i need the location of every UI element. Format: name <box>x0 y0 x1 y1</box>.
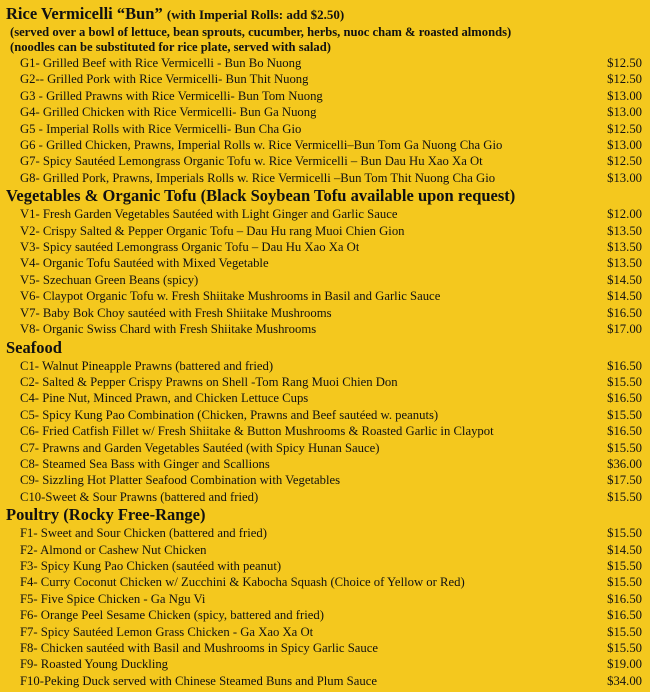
menu-item-name: V3- Spicy sautéed Lemongrass Organic Tofu – Dau Hu Xao Xa Ot <box>20 240 360 255</box>
menu-item <box>6 206 650 222</box>
menu-item <box>6 358 650 374</box>
menu-item-price: $13.00 <box>607 105 642 120</box>
section-title <box>6 505 650 525</box>
menu-item-price: $16.50 <box>607 424 642 439</box>
menu-item <box>6 472 650 488</box>
menu-item-price: $15.50 <box>607 641 642 655</box>
menu-item <box>6 489 650 505</box>
menu-item <box>6 170 650 186</box>
menu-item-name: V1- Fresh Garden Vegetables Sautéed with Light Ginger and Garlic Sauce <box>20 207 398 222</box>
menu-item <box>6 390 650 406</box>
menu-item-price: $14.50 <box>607 289 642 304</box>
menu-item-name: F1- Sweet and Sour Chicken (battered and fried) <box>20 526 267 541</box>
menu-item-name: G8- Grilled Pork, Prawns, Imperials Rolls w. Rice Vermicelli –Bun Tom Thit Nuong Cha Gio <box>20 170 496 185</box>
menu-item <box>6 574 650 590</box>
menu-item-price: $12.50 <box>607 154 642 169</box>
section-title <box>6 4 650 25</box>
menu-item <box>6 88 650 104</box>
menu-item-price: $17.00 <box>607 322 642 337</box>
menu-item-name: V5- Szechuan Green Beans (spicy) <box>20 272 199 287</box>
menu-item-price: $14.50 <box>607 272 642 287</box>
menu-item-name: F7- Spicy Sautéed Lemon Grass Chicken - Ga Xao Xa Ot <box>20 624 314 639</box>
section-subtitle: (noodles can be substituted for rice plate, served with salad) <box>10 40 331 54</box>
menu-item-name: G4- Grilled Chicken with Rice Vermicelli- Bun Ga Nuong <box>20 105 317 120</box>
menu-item-name: G5 - Imperial Rolls with Rice Vermicelli- Bun Cha Gio <box>20 121 302 136</box>
menu-item-name: F2- Almond or Cashew Nut Chicken <box>20 542 207 557</box>
menu-item-name: C5- Spicy Kung Pao Combination (Chicken, Prawns and Beef sautéed w. peanuts) <box>20 407 439 422</box>
section-title-text: Seafood <box>6 337 62 357</box>
menu-item-price: $13.50 <box>607 256 642 271</box>
menu-item <box>6 640 650 656</box>
menu-item <box>6 558 650 574</box>
menu-item-price: $16.50 <box>607 608 642 623</box>
menu-item-price: $15.50 <box>607 440 642 455</box>
menu-item <box>6 321 650 337</box>
menu-item-price: $14.50 <box>607 542 642 557</box>
menu-item-name: G6 - Grilled Chicken, Prawns, Imperial Rolls w. Rice Vermicelli–Bun Tom Ga Nuong Cha Gio <box>20 138 503 153</box>
menu-item-price: $19.00 <box>607 657 642 672</box>
menu-item-price: $13.50 <box>607 223 642 238</box>
menu-item-name: G2-- Grilled Pork with Rice Vermicelli- Bun Thit Nuong <box>20 72 309 87</box>
menu-item-name: C6- Fried Catfish Fillet w/ Fresh Shiitake & Button Mushrooms & Roasted Garlic in Claypot <box>20 424 494 439</box>
menu-item <box>6 223 650 239</box>
menu-item <box>6 440 650 456</box>
menu-item-price: $13.50 <box>607 240 642 255</box>
menu-item <box>6 288 650 304</box>
menu-item <box>6 656 650 672</box>
section-title-text: Vegetables & Organic Tofu (Black Soybean Tofu available upon request) <box>6 186 516 206</box>
menu-item-name: C4- Pine Nut, Minced Prawn, and Chicken Lettuce Cups <box>20 391 309 406</box>
menu-item-name: G3 - Grilled Prawns with Rice Vermicelli- Bun Tom Nuong <box>20 88 323 103</box>
menu-item-price: $16.50 <box>607 305 642 320</box>
menu-item-price: $15.50 <box>607 575 642 590</box>
menu-item <box>6 591 650 607</box>
menu-item <box>6 374 650 390</box>
menu-item-price: $12.00 <box>607 207 642 222</box>
menu-item-name: F3- Spicy Kung Pao Chicken (sautéed with peanut) <box>20 558 282 573</box>
section-title-text: Poultry (Rocky Free-Range) <box>6 505 206 525</box>
menu-item <box>6 255 650 271</box>
menu-item-name: F5- Five Spice Chicken - Ga Ngu Vi <box>20 591 206 606</box>
menu-item-name: V7- Baby Bok Choy sautéed with Fresh Shiitake Mushrooms <box>20 305 332 320</box>
menu-item-name: F9- Roasted Young Duckling <box>20 657 169 672</box>
menu-item-name: G1- Grilled Beef with Rice Vermicelli - Bun Bo Nuong <box>20 56 302 70</box>
menu-item-price: $15.50 <box>607 374 642 389</box>
menu-item-price: $15.50 <box>607 558 642 573</box>
menu-item-name: F8- Chicken sautéed with Basil and Mushrooms in Spicy Garlic Sauce <box>20 641 379 655</box>
menu-item <box>6 153 650 169</box>
menu-item-name: V6- Claypot Organic Tofu w. Fresh Shiitake Mushrooms in Basil and Garlic Sauce <box>20 289 441 304</box>
menu-item-name: C2- Salted & Pepper Crispy Prawns on Shell -Tom Rang Muoi Chien Don <box>20 374 398 389</box>
menu-item-name: C9- Sizzling Hot Platter Seafood Combination with Vegetables <box>20 473 341 488</box>
menu-item-price: $15.50 <box>607 407 642 422</box>
menu-item-price: $15.50 <box>607 526 642 541</box>
menu-item <box>6 423 650 439</box>
menu-item-price: $16.50 <box>607 591 642 606</box>
menu-item-price: $36.00 <box>607 456 642 471</box>
menu-item-price: $13.00 <box>607 170 642 185</box>
menu-item-price: $13.00 <box>607 88 642 103</box>
menu-item <box>6 607 650 623</box>
menu-item <box>6 137 650 153</box>
menu-item <box>6 456 650 472</box>
menu-item-price: $15.50 <box>607 624 642 639</box>
menu-item-price: $13.00 <box>607 138 642 153</box>
section-title <box>6 338 650 358</box>
menu-item-name: F10-Peking Duck served with Chinese Steamed Buns and Plum Sauce <box>20 673 377 688</box>
menu-item-name: F4- Curry Coconut Chicken w/ Zucchini & Kabocha Squash (Choice of Yellow or Red) <box>20 575 465 590</box>
menu-item-name: G7- Spicy Sautéed Lemongrass Organic Tofu w. Rice Vermicelli – Bun Dau Hu Xao Xa Ot <box>20 154 483 169</box>
menu-item-name: C8- Steamed Sea Bass with Ginger and Scallions <box>20 456 270 471</box>
menu-item-price: $12.50 <box>607 56 642 70</box>
menu-item-price: $12.50 <box>607 72 642 87</box>
menu-item-name: V4- Organic Tofu Sautéed with Mixed Vegetable <box>20 256 269 271</box>
menu-item <box>6 239 650 255</box>
section-title <box>6 186 650 206</box>
menu-item <box>6 71 650 87</box>
menu-item-name: F6- Orange Peel Sesame Chicken (spicy, battered and fried) <box>20 608 324 623</box>
section-title-text: Rice Vermicelli “Bun” <box>6 4 163 23</box>
section-note: (with Imperial Rolls: add $2.50) <box>166 7 345 22</box>
menu-item-price: $12.50 <box>607 121 642 136</box>
menu-item-price: $17.50 <box>607 473 642 488</box>
menu-item-price: $16.50 <box>607 391 642 406</box>
menu-item-price: $34.00 <box>607 673 642 688</box>
menu-item <box>6 55 650 71</box>
menu-item <box>6 121 650 137</box>
menu-item <box>6 525 650 541</box>
menu-item <box>6 542 650 558</box>
menu-item <box>6 407 650 423</box>
menu-item <box>6 305 650 321</box>
menu-item-name: C7- Prawns and Garden Vegetables Sautéed (with Spicy Hunan Sauce) <box>20 440 380 455</box>
menu-item-name: C1- Walnut Pineapple Prawns (battered and fried) <box>20 358 274 373</box>
menu-item <box>6 624 650 640</box>
section-subtitle: (served over a bowl of lettuce, bean sprouts, cucumber, herbs, nuoc cham & roasted almonds) <box>10 25 512 39</box>
menu-item <box>6 104 650 120</box>
menu-item-name: C10-Sweet & Sour Prawns (battered and fried) <box>20 489 259 504</box>
menu-item-name: V2- Crispy Salted & Pepper Organic Tofu – Dau Hu rang Muoi Chien Gion <box>20 223 405 238</box>
menu-item-price: $16.50 <box>607 358 642 373</box>
menu-item-price: $15.50 <box>607 489 642 504</box>
menu-item <box>6 272 650 288</box>
menu-item <box>6 673 650 689</box>
menu-item-name: V8- Organic Swiss Chard with Fresh Shiitake Mushrooms <box>20 322 317 337</box>
